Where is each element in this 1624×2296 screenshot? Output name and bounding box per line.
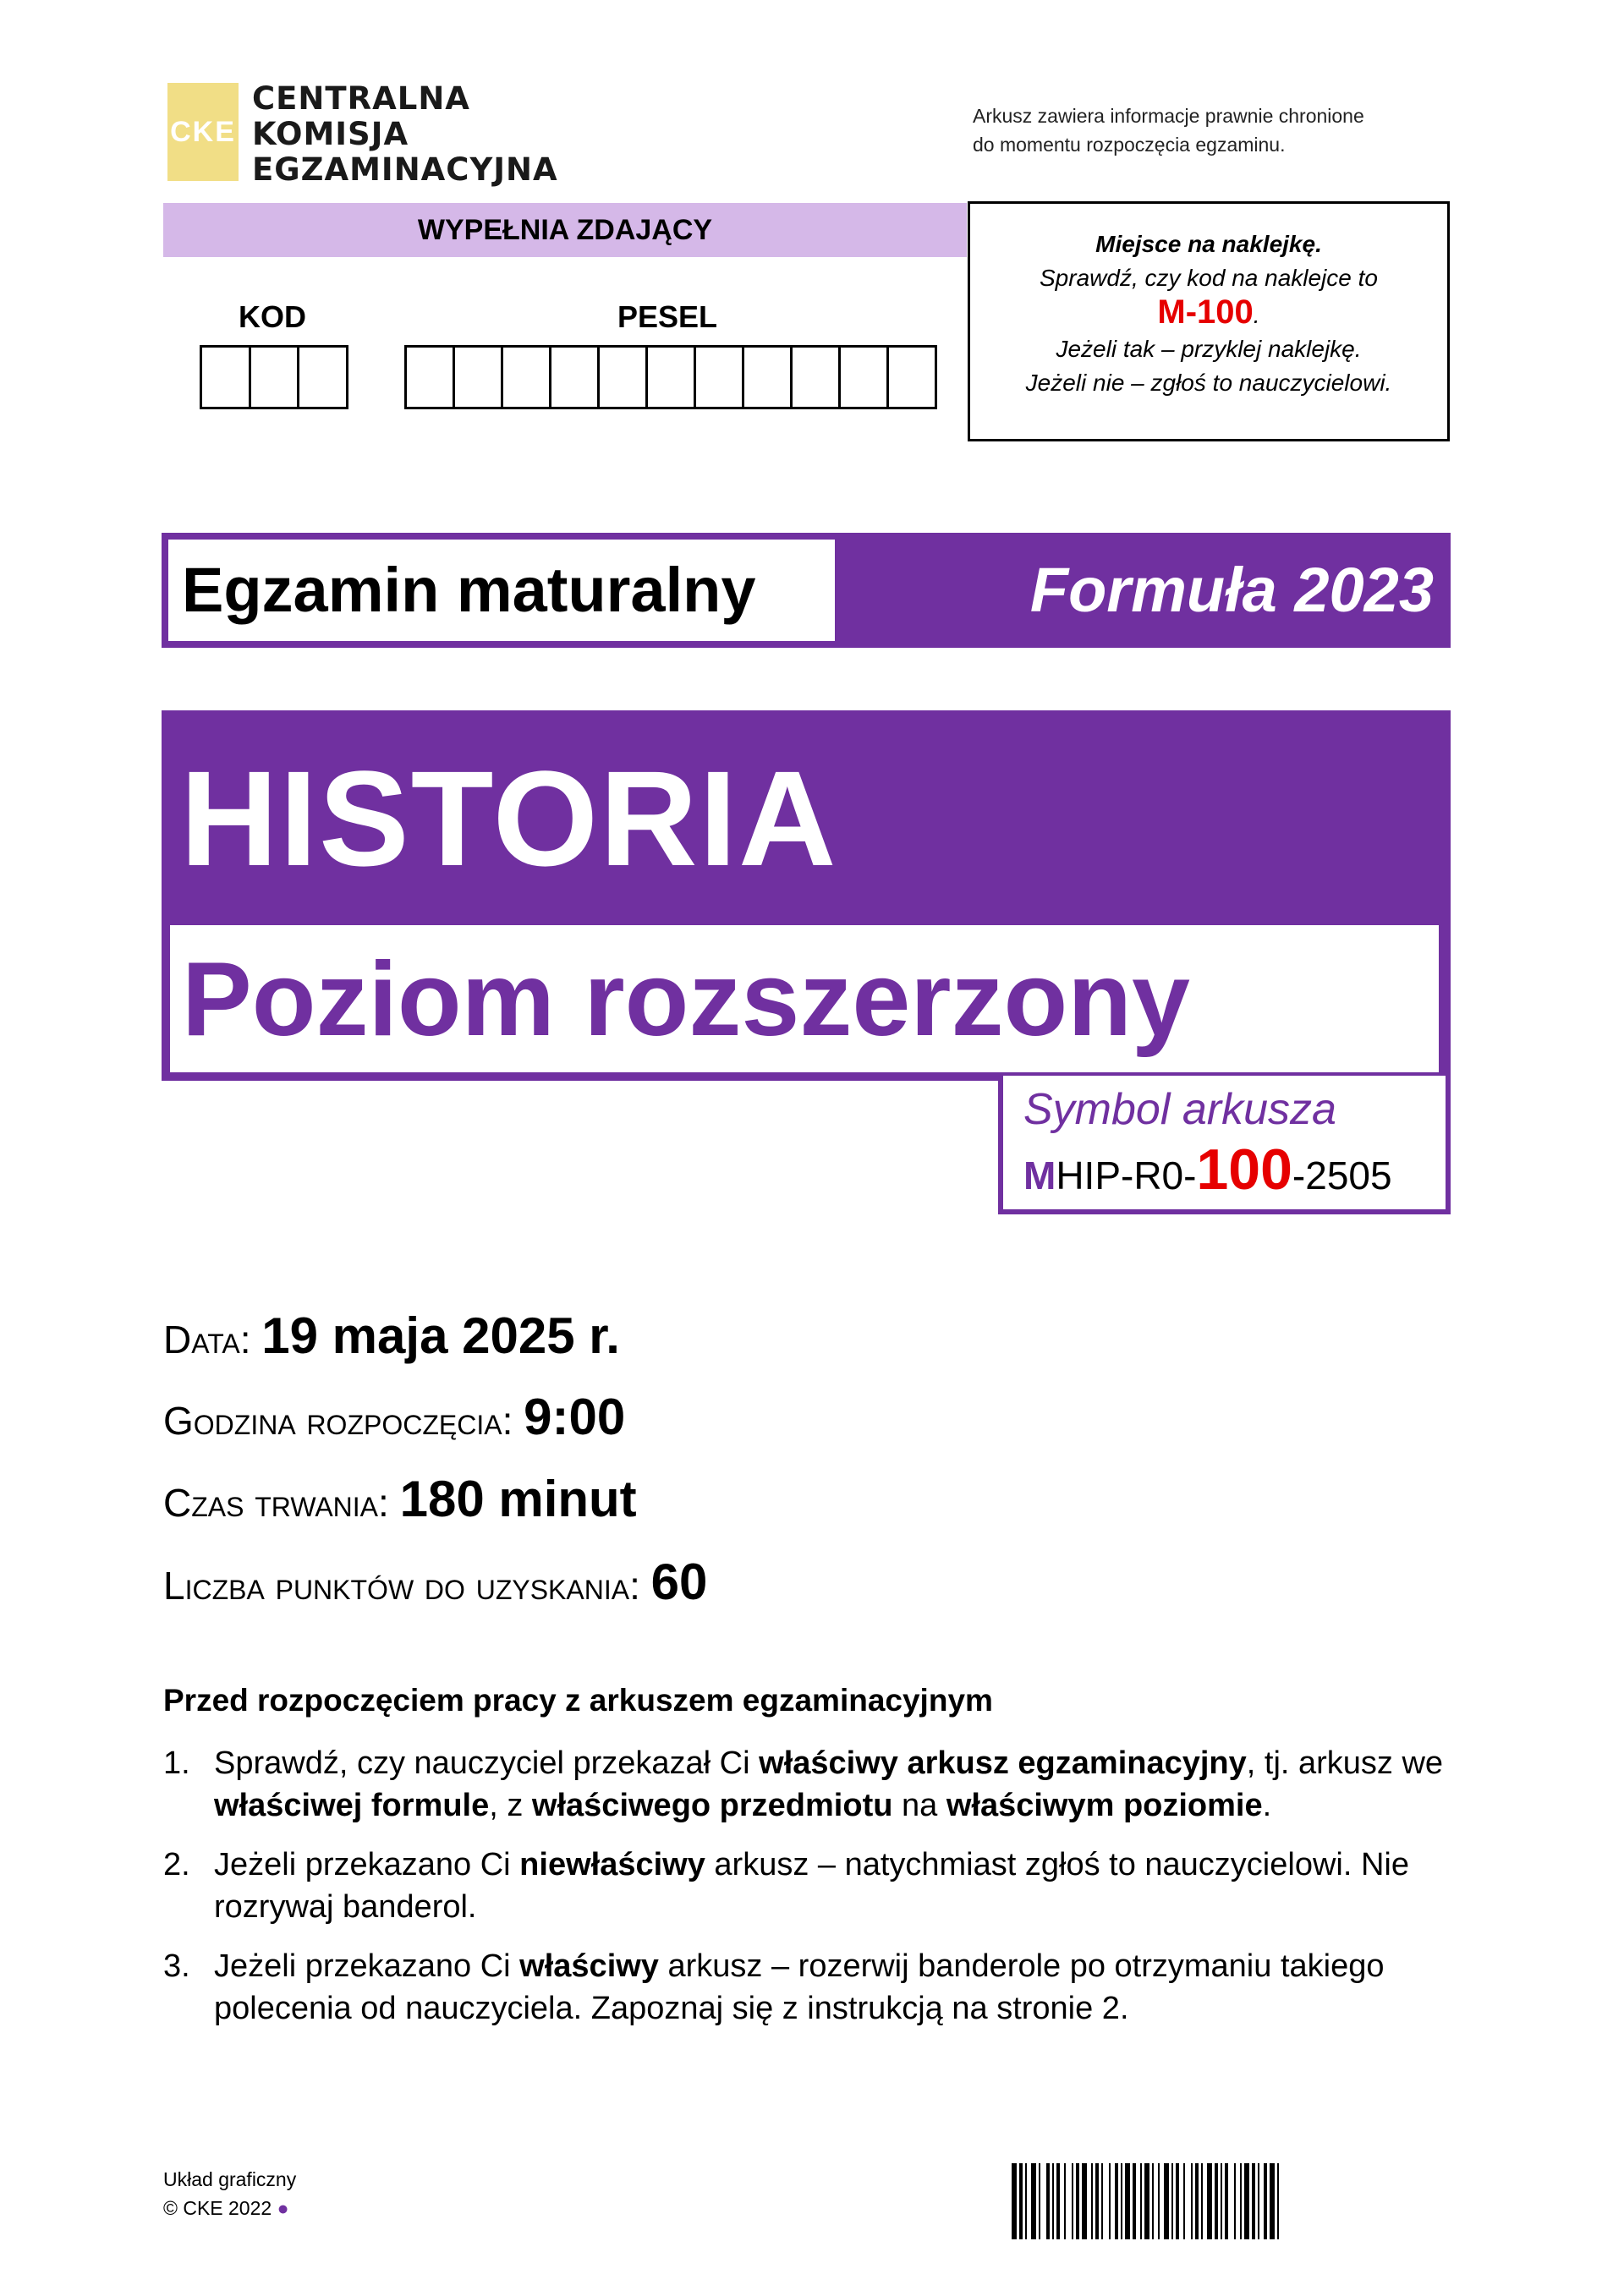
sheet-symbol-code [1023,1138,1392,1207]
protection-note-line-1: Arkusz zawiera informacje prawnie chronione [973,105,1364,127]
barcode-bar [1158,2163,1160,2239]
pesel-boxes[interactable] [404,345,937,409]
exam-band [162,533,1451,648]
barcode-bar [1039,2163,1040,2239]
barcode-bar [1277,2163,1279,2239]
barcode [1012,2163,1426,2239]
barcode-bar [1264,2163,1267,2239]
sticker-title: Miejsce na naklejkę. [1095,231,1322,257]
footer [163,2165,296,2222]
kod-boxes[interactable] [200,345,348,409]
barcode-bar [1221,2163,1222,2239]
info-value: 9:00 [524,1389,626,1445]
pesel-cell[interactable] [696,348,744,407]
barcode-bar [1091,2163,1093,2239]
kod-label: KOD [239,299,306,334]
barcode-bar [1270,2163,1275,2239]
pesel-cell[interactable] [600,348,648,407]
pesel-cell[interactable] [551,348,600,407]
pesel-cell[interactable] [407,348,455,407]
sticker-check-text: Sprawdź, czy kod na naklejce to [1040,265,1378,291]
barcode-bar [1240,2163,1242,2239]
barcode-bar [1095,2163,1099,2239]
barcode-bar [1191,2163,1193,2239]
info-label: Czas trwania: [163,1481,389,1525]
info-label: Liczba punktów do uzyskania: [163,1564,640,1608]
symbol-number: 100 [1196,1137,1292,1202]
cke-logo-text [252,81,558,188]
pesel-cell[interactable] [455,348,503,407]
barcode-bar [1234,2163,1236,2239]
logo-glyph: CKE [170,116,236,148]
sheet-symbol-label: Symbol arkusza [1023,1085,1336,1134]
info-value: 19 maja 2025 r. [261,1307,620,1364]
exam-formula: Formuła 2023 [1029,555,1434,625]
instructions-heading: Przed rozpoczęciem pracy z arkuszem egzaminacyjnym [163,1683,993,1718]
kod-cell[interactable] [202,348,251,407]
barcode-bar [1195,2163,1199,2239]
footer-mark-icon: ● [277,2197,289,2219]
barcode-bar [1164,2163,1169,2239]
barcode-bar [1012,2163,1017,2239]
barcode-bar [1252,2163,1255,2239]
pesel-cell[interactable] [648,348,696,407]
barcode-bar [1144,2163,1149,2239]
instruction-text: Jeżeli przekazano Ci właściwy arkusz – rozerwij banderole po otrzymaniu takiego polecenia od nauczyciela. Zapoznaj się z instrukcją na stronie 2. [214,1948,1385,2026]
instruction-number: 3. [163,1948,190,1984]
barcode-bar [1225,2163,1228,2239]
info-label: Data: [163,1318,251,1362]
info-value: 180 minut [399,1471,637,1527]
info-label: Godzina rozpoczęcia: [163,1399,513,1443]
kod-cell[interactable] [251,348,300,407]
info-start-time [163,1388,625,1446]
pesel-cell[interactable] [793,348,841,407]
barcode-bar [1031,2163,1036,2239]
barcode-bar [1207,2163,1212,2239]
instructions-list [163,1742,1449,2047]
sticker-yes-text: Jeżeli tak – przyklej naklejkę. [1056,336,1362,362]
exam-title: Egzamin maturalny [182,555,756,625]
instruction-text: Jeżeli przekazano Ci niewłaściwy arkusz – natychmiast zgłoś to nauczycielowi. Nie rozrywaj banderol. [214,1847,1409,1925]
instruction-item [163,1844,1449,1928]
barcode-bar [1064,2163,1066,2239]
logo-line-2: KOMISJA [252,116,409,152]
barcode-bar [1152,2163,1154,2239]
info-date [163,1307,620,1365]
barcode-bar [1171,2163,1173,2239]
subject-level: Poziom rozszerzony [182,941,1190,1058]
barcode-bar [1125,2163,1130,2239]
protection-note [973,101,1364,159]
barcode-bar [1244,2163,1249,2239]
symbol-prefix-m: M [1023,1153,1056,1197]
logo-line-3: EGZAMINACYJNA [252,151,558,188]
barcode-bar [1056,2163,1060,2239]
footer-layout-credit: Układ graficzny [163,2168,297,2190]
instruction-number: 1. [163,1745,190,1781]
barcode-bar [1046,2163,1050,2239]
sticker-code: M-100 [1157,293,1254,331]
pesel-label: PESEL [617,299,718,334]
barcode-bar [1082,2163,1087,2239]
barcode-bar [1215,2163,1218,2239]
barcode-bar [1115,2163,1118,2239]
barcode-bar [1019,2163,1023,2239]
cke-logo-mark [167,83,239,181]
pesel-cell[interactable] [503,348,551,407]
barcode-bar [1076,2163,1079,2239]
subject-block [162,710,1451,1081]
info-value: 60 [650,1553,708,1610]
barcode-bar [1133,2163,1136,2239]
barcode-bar [1201,2163,1203,2239]
symbol-suffix: -2505 [1292,1153,1392,1197]
barcode-bar [1121,2163,1122,2239]
barcode-bar [1109,2163,1111,2239]
instruction-number: 2. [163,1847,190,1882]
barcode-bar [1140,2163,1142,2239]
instruction-text: Sprawdź, czy nauczyciel przekazał Ci właściwy arkusz egzaminacyjny, tj. arkusz we właściwej formule, z właściwego przedmiotu na właściwym poziomie. [214,1745,1444,1823]
instruction-item [163,1945,1449,2030]
footer-copyright: © CKE 2022 [163,2197,272,2219]
barcode-bar [1101,2163,1103,2239]
barcode-bar [1025,2163,1027,2239]
barcode-bar [1052,2163,1054,2239]
instruction-item [163,1742,1449,1827]
symbol-prefix: HIP-R0- [1056,1153,1197,1197]
kod-cell[interactable] [299,348,346,407]
sticker-no-text: Jeżeli nie – zgłoś to nauczycielowi. [1025,370,1392,396]
barcode-bar [1258,2163,1259,2239]
subject-title: HISTORIA [180,743,838,894]
info-points [163,1553,707,1611]
pesel-cell[interactable] [841,348,889,407]
sheet-symbol-box [998,1076,1451,1214]
barcode-bar [1176,2163,1179,2239]
barcode-bar [1072,2163,1073,2239]
info-duration [163,1470,637,1528]
sticker-area [968,201,1450,441]
protection-note-line-2: do momentu rozpoczęcia egzaminu. [973,134,1286,156]
pesel-cell[interactable] [889,348,935,407]
logo-line-1: CENTRALNA [252,80,470,117]
pesel-cell[interactable] [744,348,793,407]
barcode-bar [1183,2163,1185,2239]
candidate-header: WYPEŁNIA ZDAJĄCY [163,203,967,257]
sticker-code-period: . [1253,302,1260,328]
